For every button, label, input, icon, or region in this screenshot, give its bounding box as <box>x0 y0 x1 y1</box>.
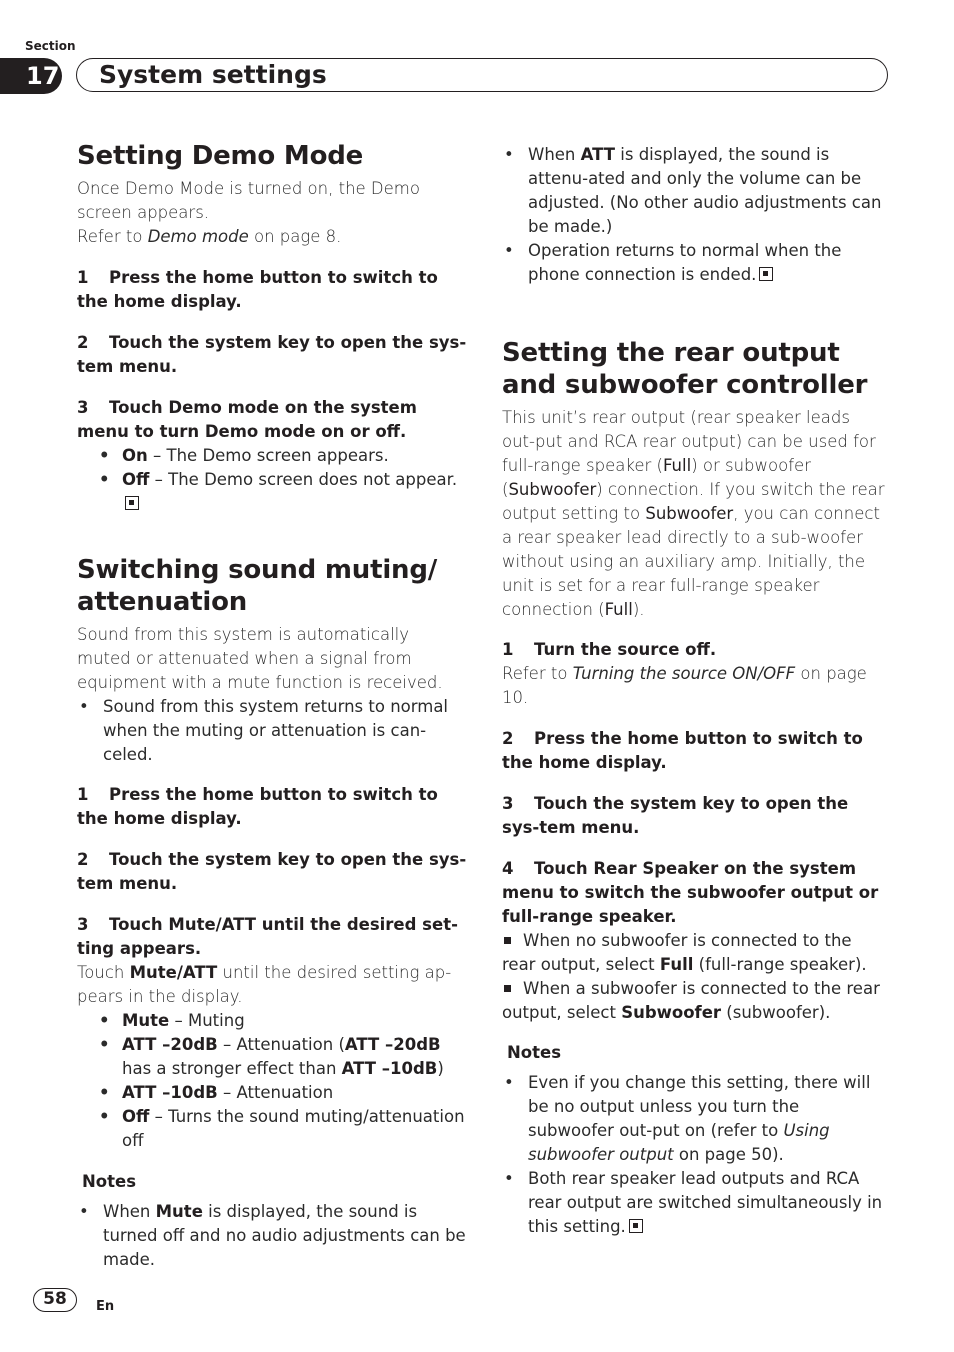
rear-step-1: 1 Turn the source off. <box>502 640 717 659</box>
rear-heading: Setting the rear output and subwoofer controller <box>502 338 868 400</box>
mute-options <box>77 1009 467 1153</box>
demo-options <box>77 444 467 516</box>
mute-option-att10: • ATT –10dB – Attenuation <box>77 1081 467 1105</box>
rear-option-full: When no subwoofer is connected to the rear output, select Full (full-range speaker). <box>502 931 867 974</box>
demo-option-off: • Off – The Demo screen does not appear. <box>77 468 467 516</box>
demo-step-1: 1 Press the home button to switch to the home display. <box>77 268 438 311</box>
mute-bullets <box>77 695 467 767</box>
mute-step-1: 1 Press the home button to switch to the home display. <box>77 785 438 828</box>
section-number: 17 <box>0 58 62 94</box>
square-bullet-icon <box>504 985 511 992</box>
section-label: Section <box>25 39 76 53</box>
demo-step-3: 3 Touch Demo mode on the system menu to turn Demo mode on or off. <box>77 398 417 441</box>
rear-reference: Refer to Turning the source ON/OFF on page 10. <box>502 664 867 707</box>
section-title-box <box>76 58 888 92</box>
mute-intro: Sound from this system is automatically muted or attenuated when a signal from equipment with a mute function is received. <box>77 625 443 692</box>
section-title: System settings <box>99 60 327 89</box>
mute-step-3: 3 Touch Mute/ATT until the desired set-ting appears. <box>77 915 458 958</box>
rear-step-2: 2 Press the home button to switch to the home display. <box>502 729 863 772</box>
mute-note-3: • Operation returns to normal when the phone connection is ended. <box>502 239 888 287</box>
mute-step-2: 2 Touch the system key to open the sys-tem menu. <box>77 850 467 893</box>
page-number: 58 <box>33 1288 77 1312</box>
square-bullet-icon <box>504 937 511 944</box>
mute-bullet: • Sound from this system returns to normal when the muting or attenuation is can-celed. <box>77 695 467 767</box>
rear-step-4: 4 Touch Rear Speaker on the system menu to switch the subwoofer output or full-range speaker. <box>502 859 879 926</box>
rear-intro: This unit’s rear output (rear speaker leads out-put and RCA rear output) can be used for full-range speaker (Full) or subwoofer (Subwoofer) connection. If you switch the rear output setting to Subwoofer, you can connect a rear speaker lead directly to a sub-woofer without using an auxiliary amp. Initially, the unit is set for a rear full-range speaker connection (Full). <box>502 408 885 619</box>
mute-notes-right <box>502 143 888 287</box>
demo-step-2: 2 Touch the system key to open the sys-tem menu. <box>77 333 467 376</box>
mute-notes-label: Notes <box>82 1172 137 1191</box>
demo-intro: Once Demo Mode is turned on, the Demo screen appears. <box>77 179 420 222</box>
mute-option-off: • Off – Turns the sound muting/attenuation off <box>77 1105 467 1153</box>
rear-notes-label: Notes <box>507 1043 562 1062</box>
end-mark-icon <box>759 267 773 281</box>
right-column <box>502 143 888 1239</box>
rear-notes <box>502 1071 888 1239</box>
rear-note-2: • Both rear speaker lead outputs and RCA rear output are switched simultaneously in this setting. <box>502 1167 888 1239</box>
left-column <box>77 140 467 1272</box>
mute-heading: Switching sound muting/ attenuation <box>77 555 438 617</box>
rear-step-3: 3 Touch the system key to open the sys-tem menu. <box>502 794 849 837</box>
mute-option-mute: • Mute – Muting <box>77 1009 467 1033</box>
rear-reference-link: Turning the source ON/OFF <box>572 664 796 683</box>
rear-note-1: • Even if you change this setting, there will be no output unless you turn the subwoofer out-put on (refer to Using subwoofer output on page 50). <box>502 1071 888 1167</box>
mute-note-2: • When ATT is displayed, the sound is attenu-ated and only the volume can be adjusted. (No other audio adjustments can be made.) <box>502 143 888 239</box>
rear-option-subwoofer: When a subwoofer is connected to the rear output, select Subwoofer (subwoofer). <box>502 979 880 1022</box>
page-language: En <box>96 1299 115 1314</box>
demo-heading: Setting Demo Mode <box>77 141 364 171</box>
mute-note-1: • When Mute is displayed, the sound is turned off and no audio adjustments can be made. <box>77 1200 467 1272</box>
end-mark-icon <box>629 1219 643 1233</box>
demo-option-on: • On – The Demo screen appears. <box>77 444 467 468</box>
demo-reference: Refer to Demo mode on page 8. <box>77 227 342 246</box>
mute-notes-left <box>77 1200 467 1272</box>
mute-option-att20: • ATT –20dB – Attenuation (ATT –20dB has a stronger effect than ATT –10dB) <box>77 1033 467 1081</box>
mute-touch-text: Touch Mute/ATT until the desired setting ap-pears in the display. <box>77 963 452 1006</box>
end-mark-icon <box>125 496 139 510</box>
demo-reference-link: Demo mode <box>147 227 249 246</box>
